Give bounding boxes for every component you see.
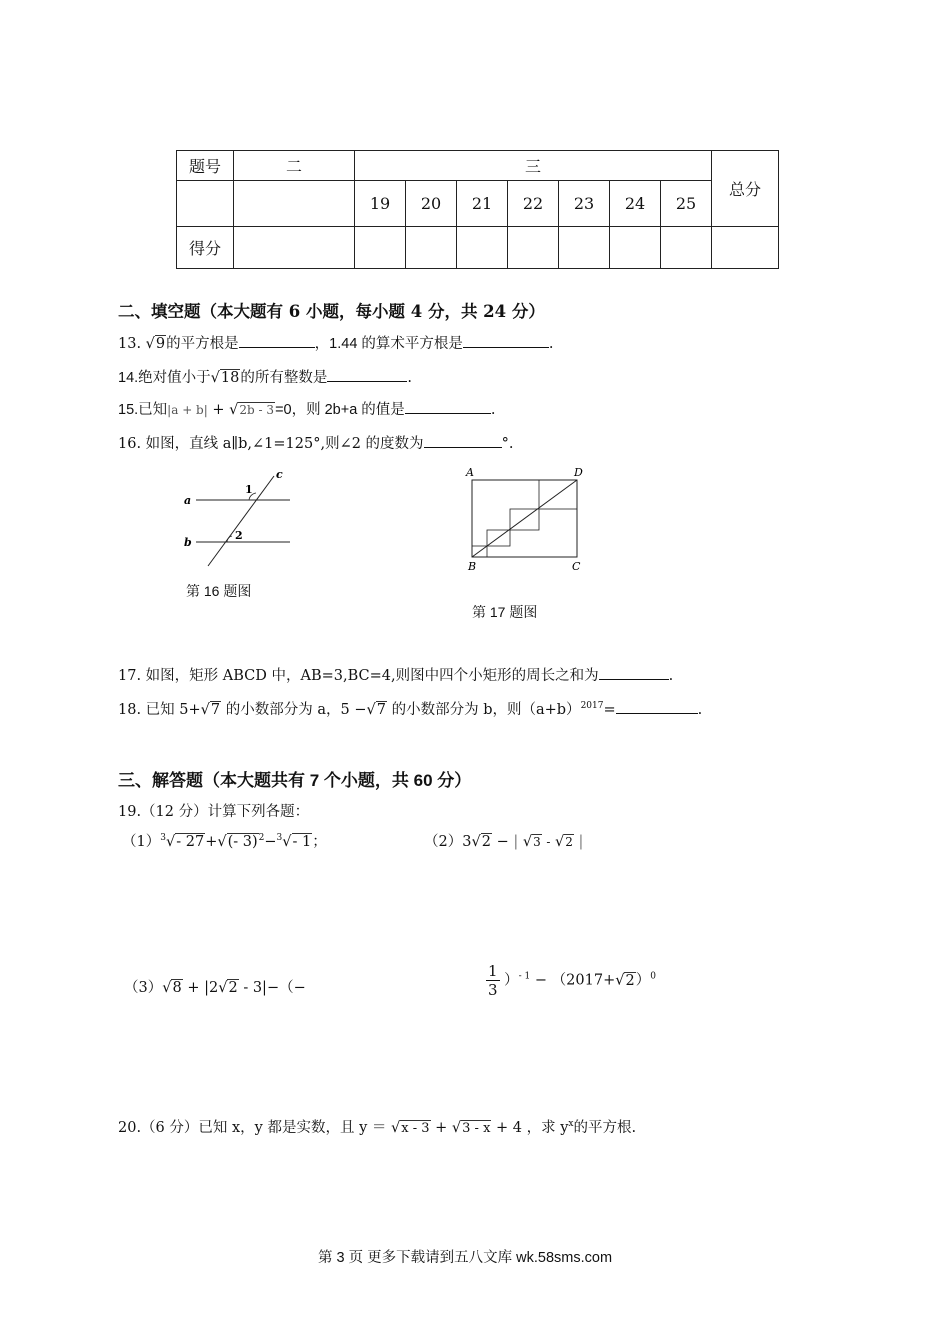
q18-equals: = bbox=[603, 702, 616, 718]
fig17-label-C: C bbox=[572, 560, 581, 573]
section-3-heading: 三、解答题（本大题共有 7 个小题，共 60 分） bbox=[118, 771, 472, 790]
q18-end: . bbox=[697, 702, 703, 718]
page-footer: 第 3 页 更多下载请到五八文库 wk.58sms.com bbox=[318, 1250, 613, 1266]
answer-blank[interactable] bbox=[424, 433, 502, 448]
fig16-angle-2: 2 bbox=[235, 529, 243, 542]
q17-text: 17. 如图，矩形 ABCD 中，AB=3,BC=4,则图中四个小矩形的周长之和为 bbox=[118, 668, 599, 684]
q15-text2: =0，则 2b+a 的值是 bbox=[275, 402, 405, 418]
answer-blank[interactable] bbox=[463, 333, 549, 348]
q19-2-label: （2） bbox=[424, 834, 463, 850]
q15-radicand: 2b - 3 bbox=[239, 403, 275, 417]
q16-text: 16. 如图，直线 a∥b,∠1=125°,则∠2 的度数为 bbox=[118, 436, 424, 452]
q19-3-minus-3: - 3 bbox=[243, 980, 263, 996]
score-cell bbox=[457, 227, 508, 269]
q18-text: 18. 已知 5+ bbox=[118, 702, 201, 718]
score-cell bbox=[355, 227, 406, 269]
question-19-title: 19.（12 分）计算下列各题： bbox=[118, 804, 310, 820]
question-15: 15.已知|a + b| + √2b - 3=0，则 2b+a 的值是 . bbox=[118, 398, 495, 419]
q19-3-fraction bbox=[486, 962, 500, 999]
num-cell: 24 bbox=[610, 181, 661, 227]
q15-abs: a + b bbox=[171, 403, 204, 417]
figure-16-caption: 第 16 题图 bbox=[186, 583, 252, 599]
q19-1-radicand-2: (- 3) bbox=[227, 834, 258, 850]
question-20: 20.（6 分）已知 x，y 都是实数，且 y ＝ √x - 3 + √3 - x + 4 ，求 $y^x$的平方根. bbox=[118, 1119, 637, 1136]
fig16-label-b: b bbox=[184, 536, 192, 549]
q19-3-coefficient: 2 bbox=[208, 980, 219, 996]
q19-1-radicand-3: - 1 bbox=[292, 834, 312, 850]
score-cell bbox=[406, 227, 457, 269]
score-cell bbox=[712, 227, 779, 269]
question-19-1: $(1)^3√-$ 27+√(- 3)$^2$−$^3$√- 1； bbox=[122, 833, 327, 850]
q19-3-plus: + bbox=[187, 980, 200, 996]
question-19-2: （2）3√2 − | √3 - √2 | bbox=[424, 834, 584, 850]
q19-1-radicand-1: - 27 bbox=[176, 834, 205, 850]
q20-text2: ，求 y bbox=[526, 1120, 569, 1136]
fig17-label-A: A bbox=[466, 466, 474, 479]
q19-2-radicand-3: 2 bbox=[565, 835, 573, 849]
q19-2-coefficient: 3 bbox=[462, 834, 472, 850]
q19-1-end: ； bbox=[312, 834, 327, 850]
q13-radicand: 9 bbox=[155, 336, 166, 352]
q18-text3: 的小数部分为 b，则（a+b） bbox=[391, 702, 581, 718]
q16-end: °. bbox=[501, 436, 514, 452]
q14-text2: 的所有整数是 bbox=[240, 370, 328, 386]
q14-radicand: 18 bbox=[220, 370, 240, 386]
q19-3-exponent-0: 0 bbox=[650, 971, 656, 982]
q15-end: . bbox=[490, 402, 496, 418]
q19-3-rest: − （2017+ bbox=[534, 972, 616, 989]
empty-cell bbox=[234, 181, 355, 227]
num-cell: 19 bbox=[355, 181, 406, 227]
q19-1-minus: − bbox=[264, 834, 277, 850]
q19-2-minus: − bbox=[496, 834, 509, 850]
score-table bbox=[176, 150, 779, 269]
answer-blank[interactable] bbox=[616, 699, 698, 714]
q20-radicand-1: x - 3 bbox=[401, 1121, 430, 1136]
question-16 bbox=[118, 432, 513, 453]
q19-3-denominator: 3 bbox=[488, 981, 498, 999]
figure-17 bbox=[460, 462, 590, 578]
q19-3-close: ） bbox=[635, 972, 651, 989]
fig16-label-a: a bbox=[184, 494, 192, 507]
q13-text2: ，1.44 的算术平方根是 bbox=[314, 336, 463, 352]
q19-3-radicand-1: 8 bbox=[172, 980, 182, 996]
q19-1-root-index: 3 bbox=[276, 833, 283, 844]
num-cell: 23 bbox=[559, 181, 610, 227]
q15-plus: + bbox=[212, 402, 225, 418]
score-cell bbox=[610, 227, 661, 269]
q20-exponent: x bbox=[568, 1119, 574, 1130]
header-er: 二 bbox=[234, 151, 355, 181]
q20-radicand-2: 3 - x bbox=[462, 1121, 491, 1136]
score-cell bbox=[508, 227, 559, 269]
fig16-label-c: c bbox=[276, 468, 283, 481]
figure-16 bbox=[176, 466, 306, 570]
q13-text: 的平方根是 bbox=[166, 336, 239, 352]
q19-1-plus: + bbox=[205, 834, 218, 850]
q19-1-square: 2 bbox=[258, 833, 265, 844]
fig17-label-B: B bbox=[468, 560, 477, 573]
header-total: 总分 bbox=[712, 151, 779, 227]
q19-3-radicand-3: 2 bbox=[625, 972, 635, 989]
header-defen: 得分 bbox=[177, 227, 234, 269]
q19-2-minus-inner: - bbox=[546, 835, 551, 849]
answer-blank[interactable] bbox=[239, 333, 315, 348]
question-19-3-part2: $\frac{1}{3}$ ）$^{- 1} - (2017+√2)^0$ bbox=[488, 962, 656, 999]
answer-blank[interactable] bbox=[405, 399, 491, 414]
q19-2-radicand: 2 bbox=[481, 834, 491, 850]
empty-cell bbox=[177, 181, 234, 227]
q18-exponent: 2017 bbox=[580, 701, 604, 712]
q20-text: 20.（6 分）已知 x，y 都是实数，且 y ＝ bbox=[118, 1120, 387, 1136]
q13-number: 13. bbox=[118, 336, 142, 352]
q20-text3: 的平方根. bbox=[573, 1120, 637, 1136]
answer-blank[interactable] bbox=[327, 367, 407, 382]
q19-1-root-index: 3 bbox=[160, 833, 166, 844]
score-cell bbox=[661, 227, 712, 269]
score-cell bbox=[559, 227, 610, 269]
q18-text2: 的小数部分为 a，5 − bbox=[225, 702, 367, 718]
num-cell: 22 bbox=[508, 181, 559, 227]
question-19-3: （3）√8 + |2√2 - 3|−（− bbox=[124, 980, 306, 996]
answer-blank[interactable] bbox=[599, 665, 669, 680]
num-cell: 20 bbox=[406, 181, 457, 227]
question-13: 13. √9的平方根是 ，1.44 的算术平方根是 . bbox=[118, 332, 554, 353]
figure-17-caption: 第 17 题图 bbox=[472, 604, 538, 620]
q18-radicand-1: 7 bbox=[210, 702, 221, 718]
q15-text: 15.已知 bbox=[118, 402, 168, 418]
q20-plus-4: + 4 bbox=[496, 1120, 522, 1136]
q19-3-exponent: - 1 bbox=[518, 971, 531, 982]
q17-end: . bbox=[668, 668, 674, 684]
num-cell: 21 bbox=[457, 181, 508, 227]
q19-3-tail: −（− bbox=[266, 980, 306, 996]
section-2-heading: 二、填空题（本大题有 6 小题，每小题 4 分，共 24 分） bbox=[118, 302, 545, 321]
question-18: 18. 已知 5+√7 的小数部分为 a，5 −√7 的小数部分为 b，则$(a+b)^{2017}=$ . bbox=[118, 698, 702, 719]
q19-3-radicand-2: 2 bbox=[228, 980, 238, 996]
fig16-angle-1: 1 bbox=[245, 483, 253, 496]
q19-3-numerator: 1 bbox=[488, 962, 498, 980]
q19-3-label: （3） bbox=[124, 980, 163, 996]
header-san: 三 bbox=[355, 151, 712, 181]
header-tihao: 题号 bbox=[177, 151, 234, 181]
fig17-label-D: D bbox=[574, 466, 583, 479]
q18-radicand-2: 7 bbox=[376, 702, 386, 718]
q14-text: 14.绝对值小于 bbox=[118, 370, 211, 386]
num-cell: 25 bbox=[661, 181, 712, 227]
q19-2-radicand-2: 3 bbox=[533, 835, 541, 849]
score-cell bbox=[234, 227, 355, 269]
question-14: 14.绝对值小于√18的所有整数是 . bbox=[118, 366, 412, 387]
q14-end: . bbox=[407, 370, 412, 386]
question-17 bbox=[118, 664, 673, 685]
q20-plus: + bbox=[435, 1120, 448, 1136]
q13-end: . bbox=[548, 336, 554, 352]
q19-1-label: （1） bbox=[122, 834, 161, 850]
